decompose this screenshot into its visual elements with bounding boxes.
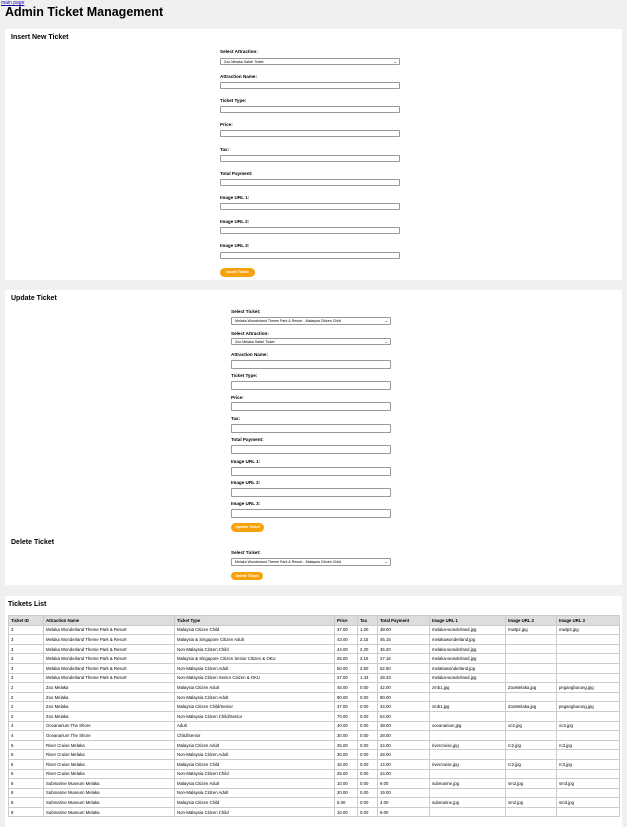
table-cell: 1.00 — [358, 625, 378, 635]
table-cell: 28.43 — [378, 673, 430, 683]
table-cell: Melaka Wonderland Theme Park & Resort — [44, 644, 175, 654]
table-cell: 2 — [9, 683, 44, 693]
update-price-input[interactable] — [231, 402, 391, 411]
table-cell: rc3.jpg — [557, 759, 620, 769]
update-total-payment-input[interactable] — [231, 445, 391, 454]
update-attraction-name-label: Attraction Name: — [231, 352, 269, 357]
table-cell: 0.00 — [358, 721, 378, 731]
insert-ticket-button[interactable]: Insert Ticket — [220, 268, 255, 277]
table-cell: 50.00 — [335, 663, 358, 673]
insert-ticket-panel — [5, 29, 622, 280]
table-cell — [557, 769, 620, 779]
table-cell: 2.20 — [358, 644, 378, 654]
table-cell: rc2.jpg — [506, 740, 557, 750]
column-header: Image URL 1 — [430, 616, 506, 626]
update-ticket-select[interactable] — [231, 317, 391, 325]
table-cell — [557, 635, 620, 645]
table-cell: melaka-wonderland.jpg — [430, 654, 506, 664]
table-cell: 9.00 — [378, 779, 430, 789]
table-cell: submarine.jpg — [430, 798, 506, 808]
table-cell: 0.00 — [358, 683, 378, 693]
table-cell — [557, 673, 620, 683]
table-cell: 8 — [9, 807, 44, 817]
table-cell: 52.50 — [378, 663, 430, 673]
table-cell — [506, 750, 557, 760]
tickets-table — [8, 615, 620, 817]
column-header: Image URL 2 — [506, 616, 557, 626]
insert-image-url-2-label: Image URL 2: — [220, 219, 250, 224]
table-cell: 4 — [9, 721, 44, 731]
table-cell: mwtp3.jpg — [557, 625, 620, 635]
table-cell: 2.50 — [358, 663, 378, 673]
table-cell: rivercruise.jpg — [430, 759, 506, 769]
table-row — [9, 807, 620, 817]
table-cell — [557, 731, 620, 741]
table-cell: 0.00 — [358, 769, 378, 779]
table-cell: 30.00 — [335, 750, 358, 760]
table-cell: 0.00 — [358, 750, 378, 760]
table-row — [9, 702, 620, 712]
table-cell: Malaysia Citizen Child/Senior — [175, 702, 335, 712]
table-cell: 28.00 — [378, 731, 430, 741]
delete-ticket-select-value: Melaka Wonderland Theme Park & Resort - Malaysia Citizen Child — [235, 560, 341, 564]
table-cell: Zoo Melaka — [44, 702, 175, 712]
table-cell: Non-Malaysia Citizen Adult — [175, 692, 335, 702]
update-tax-label: Tax: — [231, 416, 241, 421]
delete-ticket-form — [231, 545, 391, 585]
table-cell: Non-Malaysia Citizen Adult — [175, 788, 335, 798]
column-header: Attraction Name — [44, 616, 175, 626]
table-cell: 8 — [9, 788, 44, 798]
table-cell — [506, 644, 557, 654]
insert-image-url-1-label: Image URL 1: — [220, 195, 250, 200]
table-cell — [430, 807, 506, 817]
table-cell: Submarine Museum Melaka — [44, 807, 175, 817]
table-cell: sm3.jpg — [557, 798, 620, 808]
table-cell: 37.00 — [335, 625, 358, 635]
table-cell: rc3.jpg — [557, 740, 620, 750]
table-cell: 64.00 — [378, 711, 430, 721]
table-cell: rivercruise.jpg — [430, 740, 506, 750]
table-cell: 0.00 — [358, 692, 378, 702]
table-cell: 30.00 — [335, 731, 358, 741]
update-tax-input[interactable] — [231, 424, 391, 433]
table-cell — [430, 731, 506, 741]
table-cell: Malaysia Citizen Child — [175, 759, 335, 769]
table-cell: Melaka Wonderland Theme Park & Resort — [44, 635, 175, 645]
update-attraction-select-value: Zoo Melaka Safari Ticket — [235, 340, 275, 344]
delete-ticket-heading: Delete Ticket — [11, 539, 55, 546]
table-cell: 42.00 — [378, 683, 430, 693]
update-image-url-3-label: Image URL 3: — [231, 501, 261, 506]
table-cell: 25.00 — [335, 740, 358, 750]
update-attraction-name-input[interactable] — [231, 360, 391, 369]
table-row — [9, 798, 620, 808]
table-cell: pegangburung.jpg — [557, 702, 620, 712]
table-cell: 14.00 — [378, 759, 430, 769]
table-cell: Malaysia Citizen Child — [175, 625, 335, 635]
update-total-payment-label: Total Payment: — [231, 437, 264, 442]
table-cell: Submarine Museum Melaka — [44, 779, 175, 789]
column-header: Total Payment — [378, 616, 430, 626]
table-cell: 3 — [9, 635, 44, 645]
insert-attraction-name-label: Attraction Name: — [220, 74, 258, 79]
table-cell: melakawonderland.jpg — [430, 663, 506, 673]
table-row — [9, 654, 620, 664]
table-cell: River Cruise Melaka — [44, 759, 175, 769]
table-cell: 0.00 — [358, 759, 378, 769]
update-ticket-type-label: Ticket Type: — [231, 373, 258, 378]
table-cell: Non-Malaysia Citizen Child/Senior — [175, 711, 335, 721]
update-select-ticket-label: Select Ticket: — [231, 309, 261, 314]
insert-select-attraction-label: Select Attraction: — [220, 49, 258, 54]
table-cell: Melaka Wonderland Theme Park & Resort — [44, 673, 175, 683]
table-cell: 2 — [9, 711, 44, 721]
table-cell: 1.43 — [358, 673, 378, 683]
table-cell: 34.00 — [378, 702, 430, 712]
insert-image-url-2-input[interactable] — [220, 227, 400, 234]
table-cell — [557, 692, 620, 702]
table-cell: 38.00 — [378, 625, 430, 635]
insert-attraction-select[interactable] — [220, 58, 400, 65]
table-row — [9, 740, 620, 750]
table-cell: 24.00 — [378, 740, 430, 750]
table-cell: 43.00 — [335, 635, 358, 645]
table-row — [9, 731, 620, 741]
table-cell: Malaysia Citizen Adult — [175, 683, 335, 693]
table-cell: ZooMelaka.jpg — [506, 683, 557, 693]
table-cell: River Cruise Melaka — [44, 769, 175, 779]
table-cell: mwtp2.jpg — [506, 625, 557, 635]
table-cell: melaka-wonderland.jpg — [430, 625, 506, 635]
table-cell: 2 — [9, 692, 44, 702]
table-cell: Malaysia Citizen Adult — [175, 740, 335, 750]
table-cell — [557, 711, 620, 721]
column-header: Image URL 3 — [557, 616, 620, 626]
table-row — [9, 692, 620, 702]
table-cell: Zoo Melaka — [44, 692, 175, 702]
main-page-link[interactable]: main page — [1, 0, 25, 6]
tickets-list-heading: Tickets List — [8, 601, 47, 608]
table-cell: 0.00 — [358, 779, 378, 789]
table-cell: 2 — [9, 702, 44, 712]
table-cell: Non-Malaysia Citizen Senior Citizen & OKU — [175, 673, 335, 683]
table-cell: 25.00 — [335, 769, 358, 779]
table-cell: rc2.jpg — [506, 759, 557, 769]
update-image-url-2-label: Image URL 2: — [231, 480, 261, 485]
table-cell — [506, 769, 557, 779]
table-cell: 27.16 — [378, 654, 430, 664]
update-ticket-select-value: Melaka Wonderland Theme Park & Resort - Malaysia Citizen Child — [235, 319, 341, 323]
table-cell: 90.00 — [378, 692, 430, 702]
insert-image-url-3-input[interactable] — [220, 252, 400, 259]
table-cell: zmb1.jpg — [430, 702, 506, 712]
table-cell: Malaysia & Singapore Citizen Adult — [175, 635, 335, 645]
insert-tax-input[interactable] — [220, 155, 400, 162]
table-cell: 5.00 — [335, 798, 358, 808]
delete-select-ticket-label: Select Ticket: — [231, 550, 261, 555]
table-cell — [557, 663, 620, 673]
column-header: Ticket ID — [9, 616, 44, 626]
table-cell — [430, 692, 506, 702]
table-cell: sm2.jpg — [506, 798, 557, 808]
table-cell: 20.00 — [335, 788, 358, 798]
update-ticket-button[interactable]: Update Ticket — [231, 523, 264, 532]
table-cell — [506, 654, 557, 664]
table-cell: 8 — [9, 798, 44, 808]
table-cell: sm3.jpg — [557, 779, 620, 789]
table-cell: 4.00 — [378, 798, 430, 808]
table-cell — [506, 635, 557, 645]
insert-tax-label: Tax: — [220, 147, 230, 152]
table-cell: oc3.jpg — [557, 721, 620, 731]
table-cell — [430, 750, 506, 760]
table-row — [9, 625, 620, 635]
table-cell: Melaka Wonderland Theme Park & Resort — [44, 654, 175, 664]
insert-attraction-select-value: Zoo Melaka Safari Ticket — [224, 60, 264, 64]
table-cell: melakawonderland.jpg — [430, 635, 506, 645]
table-cell: ZooMelaka.jpg — [506, 702, 557, 712]
table-cell: Submarine Museum Melaka — [44, 798, 175, 808]
insert-image-url-3-label: Image URL 3: — [220, 243, 250, 248]
table-cell — [506, 731, 557, 741]
table-cell — [506, 807, 557, 817]
table-cell: 3 — [9, 663, 44, 673]
update-ticket-heading: Update Ticket — [11, 295, 57, 302]
insert-ticket-form — [220, 29, 400, 280]
update-image-url-1-label: Image URL 1: — [231, 459, 261, 464]
table-cell: Malaysia Citizen Adult — [175, 779, 335, 789]
table-header-row — [9, 616, 620, 626]
table-row — [9, 644, 620, 654]
table-cell: 90.00 — [335, 692, 358, 702]
delete-ticket-select[interactable] — [231, 558, 391, 566]
table-cell: 0.00 — [358, 702, 378, 712]
insert-total-payment-label: Total Payment: — [220, 171, 253, 176]
table-cell: Zoo Melaka — [44, 683, 175, 693]
insert-ticket-type-label: Ticket Type: — [220, 98, 247, 103]
table-cell: 44.00 — [335, 644, 358, 654]
table-cell: 24.00 — [378, 769, 430, 779]
table-cell: Non-Malaysia Citizen Child — [175, 644, 335, 654]
table-cell: sm2.jpg — [506, 779, 557, 789]
table-cell: 0.00 — [358, 740, 378, 750]
update-price-label: Price: — [231, 395, 244, 400]
table-cell — [506, 673, 557, 683]
insert-ticket-type-input[interactable] — [220, 106, 400, 113]
table-cell: Child/Senior — [175, 731, 335, 741]
update-ticket-form — [231, 290, 391, 535]
table-cell: 0.00 — [358, 788, 378, 798]
table-cell: Submarine Museum Melaka — [44, 788, 175, 798]
table-cell: 45.00 — [335, 683, 358, 693]
table-cell: 2.15 — [358, 635, 378, 645]
table-cell: Non-Malaysia Citizen Child — [175, 807, 335, 817]
table-cell — [430, 769, 506, 779]
table-row — [9, 750, 620, 760]
table-cell: 40.00 — [335, 721, 358, 731]
table-cell: 4 — [9, 731, 44, 741]
table-cell — [506, 788, 557, 798]
table-cell: 45.15 — [378, 635, 430, 645]
table-row — [9, 721, 620, 731]
table-cell: 10.00 — [335, 779, 358, 789]
table-cell: 8 — [9, 779, 44, 789]
insert-price-label: Price: — [220, 122, 233, 127]
update-ticket-type-input[interactable] — [231, 381, 391, 390]
delete-ticket-button[interactable]: Delete Ticket — [231, 572, 263, 580]
table-cell: zmb1.jpg — [430, 683, 506, 693]
table-row — [9, 769, 620, 779]
update-image-url-3-input[interactable] — [231, 509, 391, 518]
table-row — [9, 673, 620, 683]
chevron-down-icon: ⌄ — [384, 318, 388, 323]
page-title: Admin Ticket Management — [5, 5, 164, 19]
table-cell: 10.00 — [335, 807, 358, 817]
table-cell: oceanarium.jpg — [430, 721, 506, 731]
table-cell: Oceanarium The Shore — [44, 721, 175, 731]
table-cell — [557, 654, 620, 664]
insert-attraction-name-input[interactable] — [220, 82, 400, 89]
table-cell — [557, 788, 620, 798]
table-cell: 6 — [9, 750, 44, 760]
table-cell: 0.00 — [358, 731, 378, 741]
table-row — [9, 788, 620, 798]
table-cell — [506, 663, 557, 673]
table-cell: Non-Malaysia Citizen Adult — [175, 750, 335, 760]
table-cell: River Cruise Melaka — [44, 740, 175, 750]
table-cell: Melaka Wonderland Theme Park & Resort — [44, 625, 175, 635]
update-image-url-1-input[interactable] — [231, 467, 391, 476]
table-cell: Adult — [175, 721, 335, 731]
table-cell — [506, 692, 557, 702]
table-cell — [430, 711, 506, 721]
table-cell: Non-Malaysia Citizen Child — [175, 769, 335, 779]
update-delete-panel — [5, 290, 622, 585]
table-cell: 25.00 — [335, 654, 358, 664]
update-image-url-2-input[interactable] — [231, 488, 391, 497]
table-cell: 6 — [9, 740, 44, 750]
table-cell: 0.00 — [358, 798, 378, 808]
insert-total-payment-input[interactable] — [220, 179, 400, 186]
table-cell — [557, 807, 620, 817]
table-cell: Non-Malaysia Citizen Adult — [175, 663, 335, 673]
chevron-down-icon: ⌄ — [384, 559, 388, 564]
table-cell: oc2.jpg — [506, 721, 557, 731]
table-cell — [430, 788, 506, 798]
table-cell: Zoo Melaka — [44, 711, 175, 721]
table-cell: 29.00 — [378, 750, 430, 760]
table-cell: Melaka Wonderland Theme Park & Resort — [44, 663, 175, 673]
table-cell: 9.00 — [378, 807, 430, 817]
table-cell: 2.16 — [358, 654, 378, 664]
table-cell: 37.00 — [335, 702, 358, 712]
table-row — [9, 635, 620, 645]
table-cell: 0.00 — [358, 807, 378, 817]
insert-price-input[interactable] — [220, 130, 400, 137]
table-cell: pegangburung.jpg — [557, 683, 620, 693]
table-cell: 38.00 — [378, 721, 430, 731]
table-cell: Malaysia Citizen Child — [175, 798, 335, 808]
table-cell: 3 — [9, 625, 44, 635]
column-header: Price — [335, 616, 358, 626]
insert-ticket-heading: Insert New Ticket — [11, 34, 69, 41]
table-cell — [557, 644, 620, 654]
column-header: Tax — [358, 616, 378, 626]
update-attraction-select[interactable] — [231, 338, 391, 345]
table-cell: 27.00 — [335, 673, 358, 683]
chevron-down-icon: ⌄ — [393, 59, 397, 64]
table-row — [9, 759, 620, 769]
table-cell: 3 — [9, 654, 44, 664]
table-cell: 6 — [9, 759, 44, 769]
table-cell: 3 — [9, 673, 44, 683]
table-cell: 19.00 — [378, 788, 430, 798]
table-cell: melaka-wonderland.jpg — [430, 673, 506, 683]
table-cell: 70.00 — [335, 711, 358, 721]
table-row — [9, 683, 620, 693]
table-cell: melaka-wonderland.jpg — [430, 644, 506, 654]
update-select-attraction-label: Select Attraction: — [231, 331, 269, 336]
table-cell: Oceanarium The Shore — [44, 731, 175, 741]
table-cell — [557, 750, 620, 760]
column-header: Ticket Type — [175, 616, 335, 626]
table-cell: 0.00 — [358, 711, 378, 721]
table-cell: 46.20 — [378, 644, 430, 654]
insert-image-url-1-input[interactable] — [220, 203, 400, 210]
table-cell: River Cruise Melaka — [44, 750, 175, 760]
chevron-down-icon: ⌄ — [384, 339, 388, 344]
table-row — [9, 711, 620, 721]
table-cell: 3 — [9, 644, 44, 654]
table-cell: submarine.jpg — [430, 779, 506, 789]
table-row — [9, 663, 620, 673]
table-cell: 6 — [9, 769, 44, 779]
table-row — [9, 779, 620, 789]
table-cell: Malaysia & Singapore Citizen Senior Citizen & OKU — [175, 654, 335, 664]
table-cell — [506, 711, 557, 721]
table-cell: 15.00 — [335, 759, 358, 769]
